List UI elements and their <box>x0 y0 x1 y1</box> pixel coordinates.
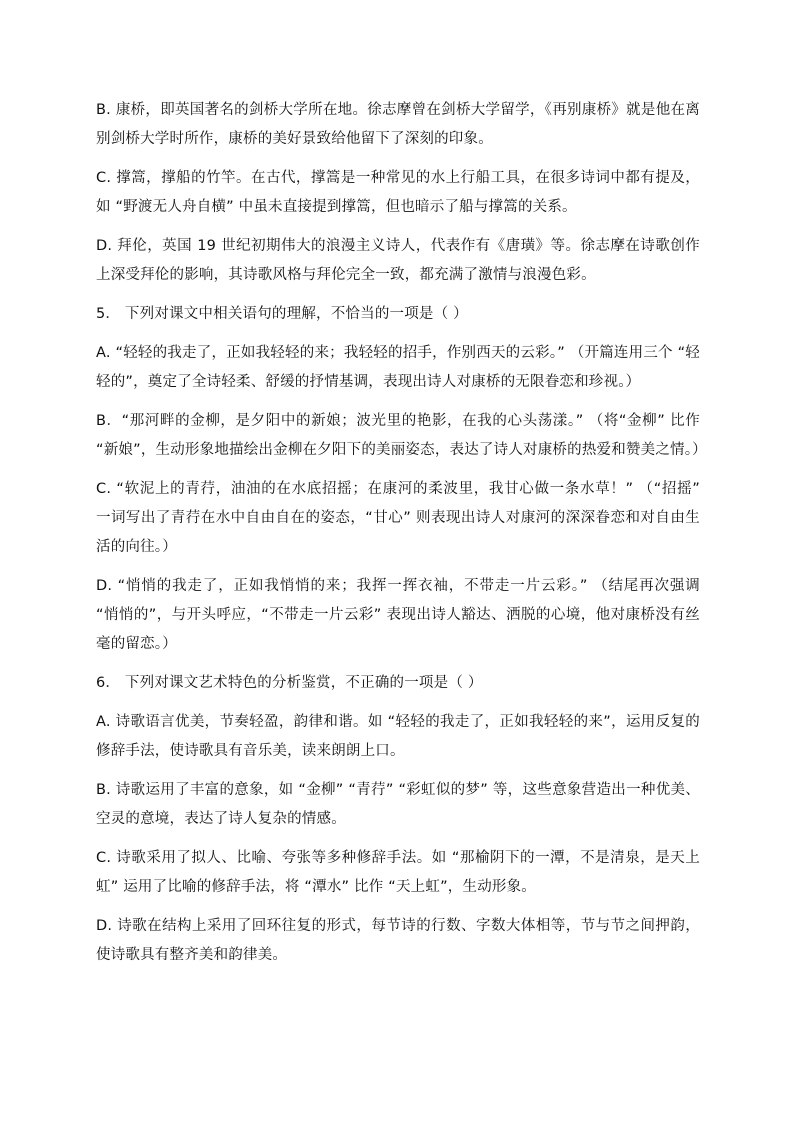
document-page <box>96 96 707 980</box>
question-5-option-a: A. “轻轻的我走了，正如我轻轻的来；我轻轻的招手，作别西天的云彩。” （开篇连用三个 “轻轻的”，奠定了全诗轻柔、舒缓的抒情基调，表现出诗人对康桥的无限眷恋和珍视。） <box>96 345 700 390</box>
question-5-option-c: C. “软泥上的青荇，油油的在水底招摇；在康河的柔波里，我甘心做一条水草！” （“招摇” 一词写出了青荇在水中自由自在的姿态，“甘心” 则表现出诗人对康河的深深眷恋和对自由生活的向往。） <box>96 481 700 555</box>
question-5-option-b: B．“那河畔的金柳，是夕阳中的新娘；波光里的艳影，在我的心头荡漾。” （将“金柳” 比作 “新娘”，生动形象地描绘出金柳在夕阳下的美丽姿态，表达了诗人对康桥的热爱和赞美之情。） <box>96 413 707 458</box>
question-6-option-b: B. 诗歌运用了丰富的意象，如 “金柳” “青荇” “彩虹似的梦” 等，这些意象营造出一种优美、空灵的意境，表达了诗人复杂的情感。 <box>96 782 700 827</box>
option-c-chenggao: C. 撑篙，撑船的竹竿。在古代，撑篙是一种常见的水上行船工具，在很多诗词中都有提及，如 “野渡无人舟自横” 中虽未直接提到撑篙，但也暗示了船与撑篙的关系。 <box>96 170 700 215</box>
option-b-kangqiao: B. 康桥，即英国著名的剑桥大学所在地。徐志摩曾在剑桥大学留学，《再别康桥》就是他在离别剑桥大学时所作，康桥的美好景致给他留下了深刻的印象。 <box>96 102 700 147</box>
question-6: 6． 下列对课文艺术特色的分析鉴赏，不正确的一项是（ ） <box>96 675 483 691</box>
option-d-byron: D. 拜伦，英国 19 世纪初期伟大的浪漫主义诗人，代表作有《唐璜》等。徐志摩在诗歌创作上深受拜伦的影响，其诗歌风格与拜伦完全一致，都充满了激情与浪漫色彩。 <box>96 238 700 283</box>
question-5: 5． 下列对课文中相关语句的理解，不恰当的一项是（ ） <box>96 306 468 322</box>
question-6-option-d: D. 诗歌在结构上采用了回环往复的形式，每节诗的行数、字数大体相等，节与节之间押韵，使诗歌具有整齐美和韵律美。 <box>96 918 700 963</box>
question-6-option-c: C. 诗歌采用了拟人、比喻、夸张等多种修辞手法。如 “那榆阴下的一潭，不是清泉，是天上虹” 运用了比喻的修辞手法，将 “潭水” 比作 “天上虹”，生动形象。 <box>96 850 700 895</box>
question-6-option-a: A. 诗歌语言优美，节奏轻盈，韵律和谐。如 “轻轻的我走了，正如我轻轻的来”，运用反复的修辞手法，使诗歌具有音乐美，读来朗朗上口。 <box>96 714 700 759</box>
question-5-option-d: D. “悄悄的我走了，正如我悄悄的来；我挥一挥衣袖，不带走一片云彩。” （结尾再次强调 “悄悄的”，与开头呼应，“不带走一片云彩” 表现出诗人豁达、洒脱的心境，他对康桥没有丝毫的留恋。） <box>96 578 700 652</box>
